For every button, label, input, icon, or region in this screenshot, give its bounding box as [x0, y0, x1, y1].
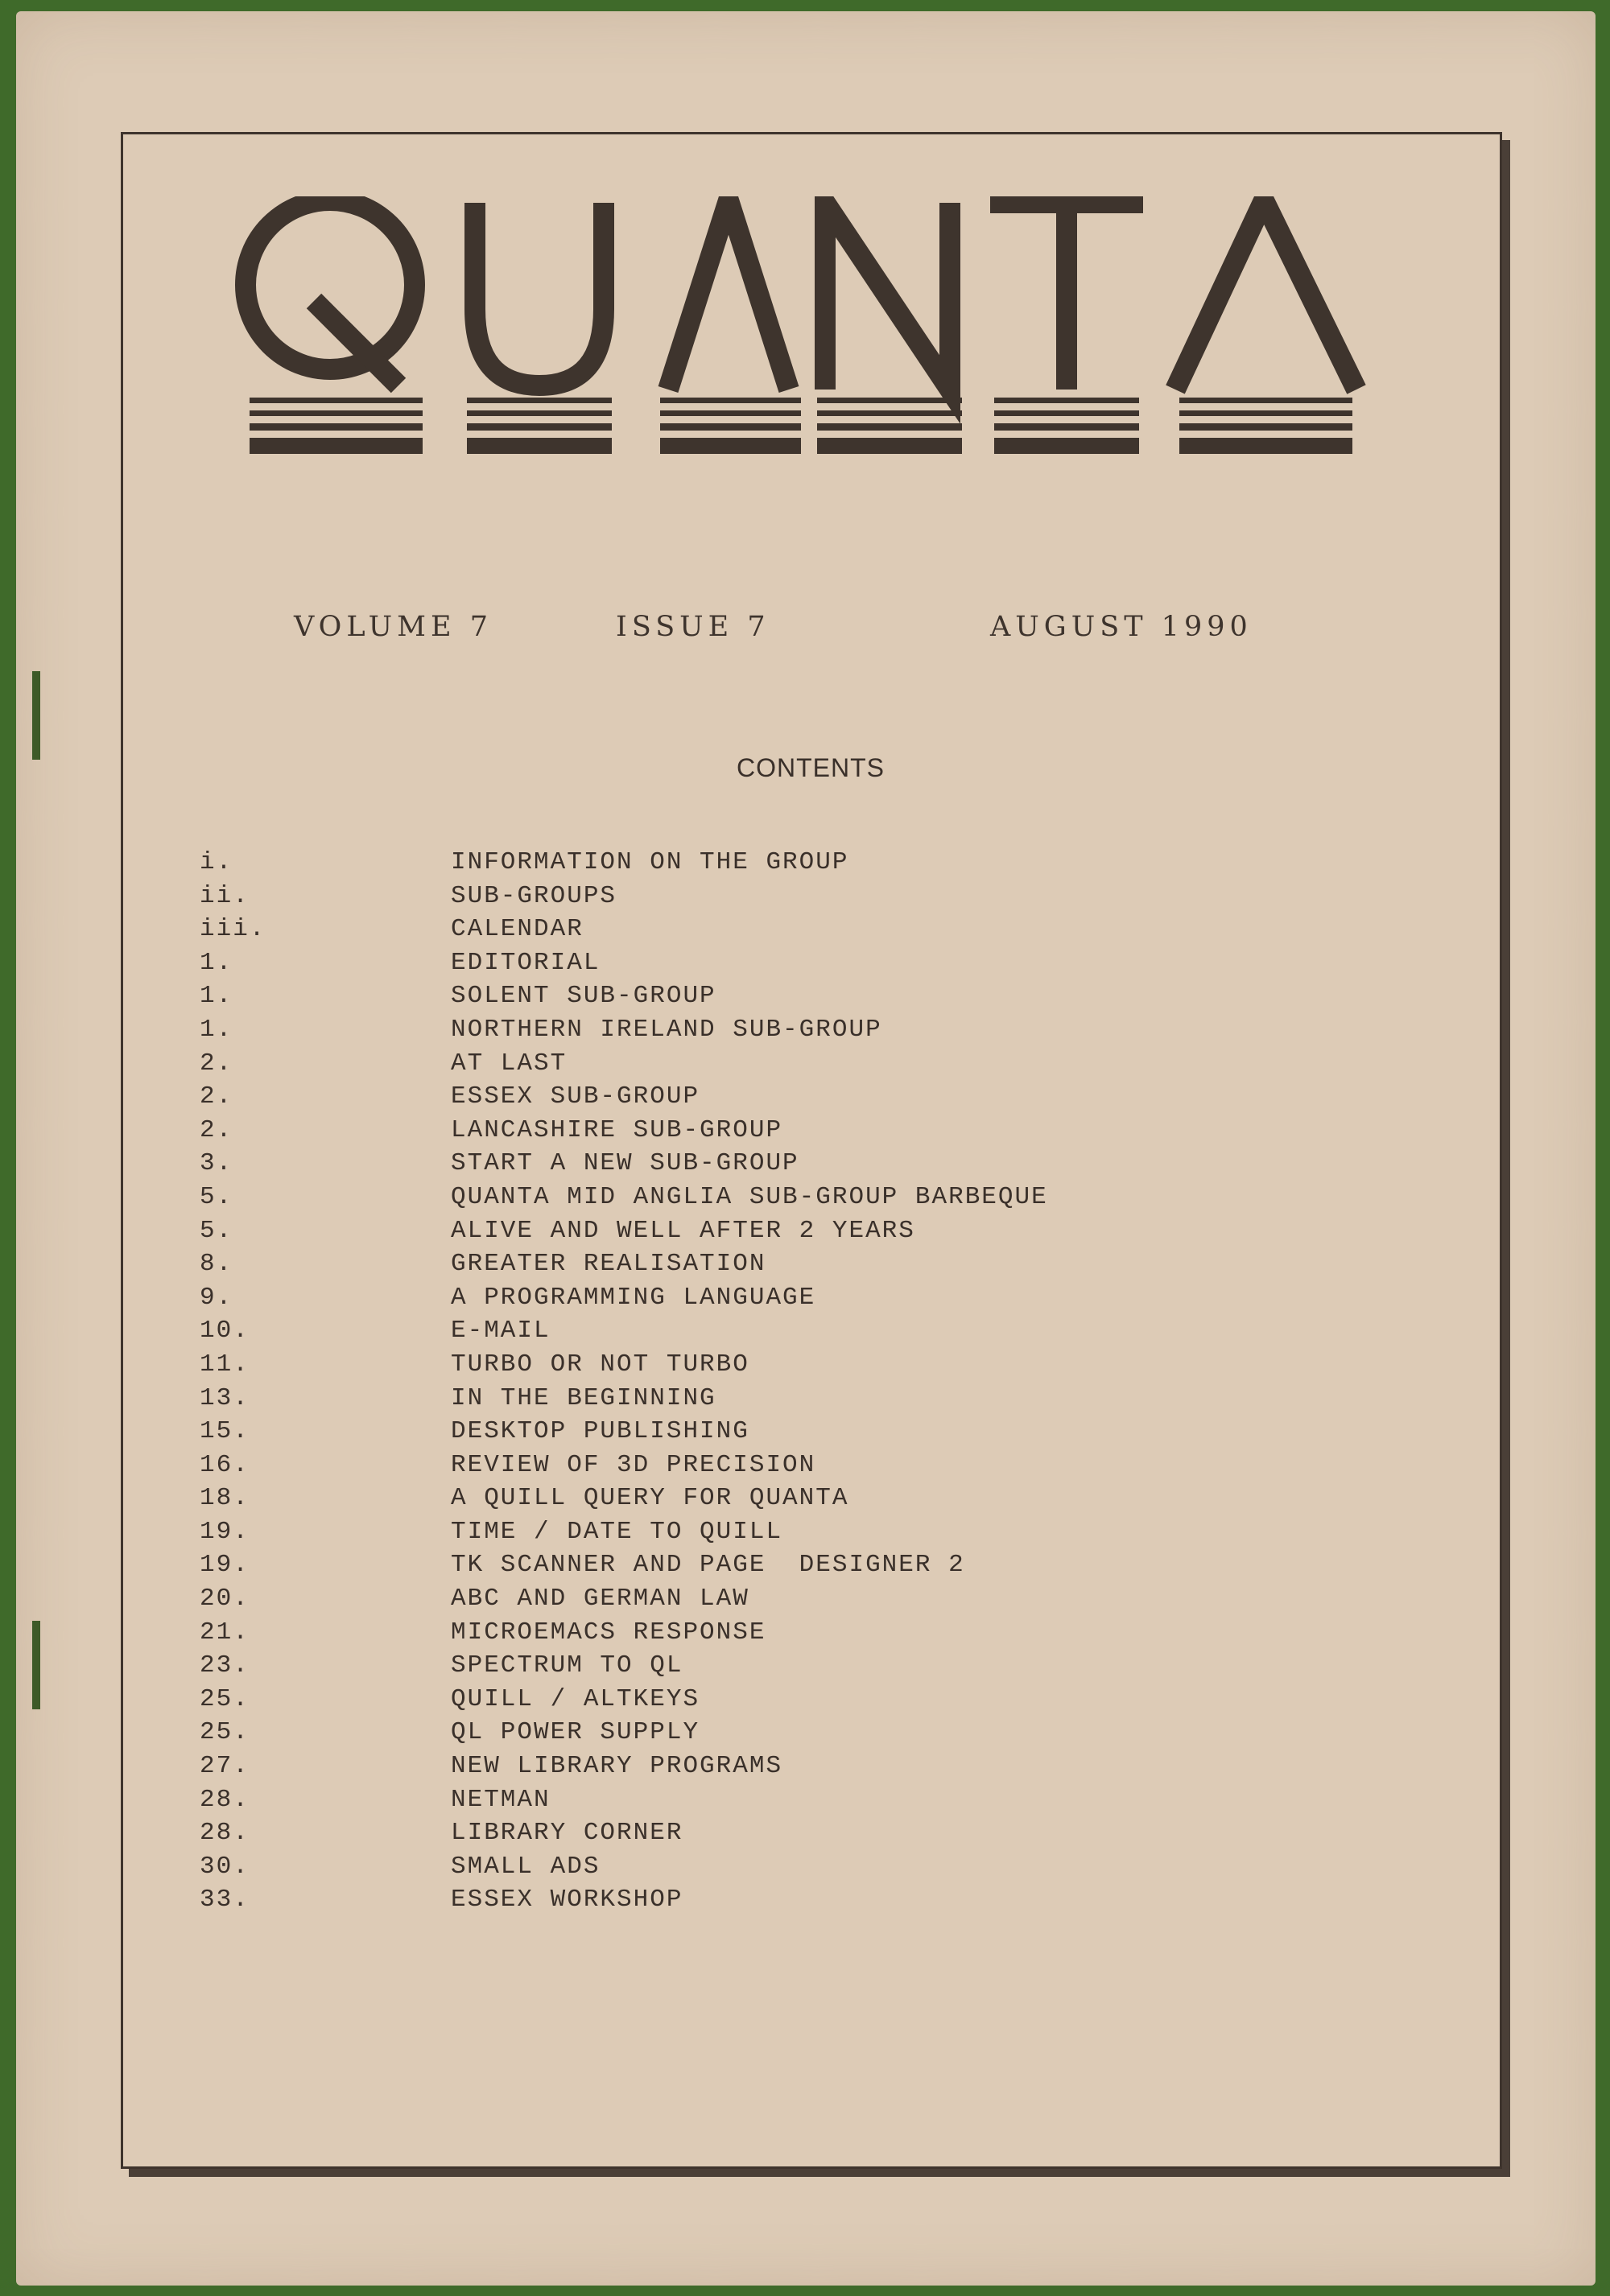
staple-mark [32, 671, 40, 760]
contents-page-number: 25. [200, 1684, 250, 1713]
contents-page-number: 8. [200, 1250, 233, 1279]
contents-heading: CONTENTS [737, 753, 885, 782]
contents-page-number: 18. [200, 1484, 250, 1513]
contents-entry-title: LANCASHIRE SUB-GROUP [451, 1115, 783, 1144]
contents-entry [193, 1284, 1401, 1317]
contents-list [193, 848, 1401, 1919]
contents-entry-title: ESSEX WORKSHOP [451, 1886, 683, 1915]
contents-entry [193, 1417, 1401, 1451]
contents-page-number: 28. [200, 1785, 250, 1814]
contents-page-number: 11. [200, 1350, 250, 1379]
contents-entry-title: NEW LIBRARY PROGRAMS [451, 1752, 783, 1781]
contents-page-number: 20. [200, 1585, 250, 1614]
issue-date: AUGUST 1990 [990, 611, 1253, 643]
contents-page-number: 30. [200, 1852, 250, 1881]
contents-page-number: 2. [200, 1115, 233, 1144]
contents-entry [193, 1685, 1401, 1719]
masthead-logo [233, 196, 1377, 486]
contents-entry [193, 1217, 1401, 1251]
contents-page-number: iii. [200, 915, 266, 944]
volume-label: VOLUME 7 [294, 611, 493, 643]
contents-entry-title: LIBRARY CORNER [451, 1819, 683, 1848]
contents-page-number: 13. [200, 1383, 250, 1412]
contents-entry [193, 949, 1401, 983]
contents-entry [193, 1786, 1401, 1820]
staple-mark [32, 1621, 40, 1709]
contents-entry-title: EDITORIAL [451, 948, 601, 977]
contents-entry-title: A PROGRAMMING LANGUAGE [451, 1283, 816, 1312]
contents-entry-title: TIME / DATE TO QUILL [451, 1517, 783, 1546]
contents-page-number: 19. [200, 1517, 250, 1546]
contents-page-number: 9. [200, 1283, 233, 1312]
contents-entry [193, 1183, 1401, 1217]
contents-entry-title: NORTHERN IRELAND SUB-GROUP [451, 1015, 882, 1044]
contents-page-number: 23. [200, 1651, 250, 1680]
contents-entry [193, 1819, 1401, 1853]
contents-page-number: 3. [200, 1149, 233, 1178]
contents-entry-title: SOLENT SUB-GROUP [451, 982, 716, 1011]
contents-entry [193, 1853, 1401, 1886]
contents-entry [193, 1518, 1401, 1552]
contents-entry [193, 1618, 1401, 1652]
contents-entry-title: E-MAIL [451, 1317, 551, 1346]
contents-entry [193, 915, 1401, 949]
contents-entry-title: ALIVE AND WELL AFTER 2 YEARS [451, 1216, 915, 1245]
contents-entry [193, 1886, 1401, 1919]
contents-page-number: 25. [200, 1718, 250, 1747]
contents-entry [193, 1016, 1401, 1049]
contents-entry-title: TK SCANNER AND PAGE DESIGNER 2 [451, 1551, 965, 1580]
masthead-title: QUANTA [233, 196, 237, 197]
contents-page-number: 28. [200, 1819, 250, 1848]
contents-page-number: 15. [200, 1417, 250, 1446]
contents-page-number: 1. [200, 948, 233, 977]
contents-entry [193, 1350, 1401, 1384]
contents-page-number: 1. [200, 1015, 233, 1044]
contents-entry-title: SMALL ADS [451, 1852, 601, 1881]
contents-entry-title: START A NEW SUB-GROUP [451, 1149, 799, 1178]
issue-line [294, 611, 1405, 651]
contents-page-number: 21. [200, 1618, 250, 1647]
contents-entry-title: ABC AND GERMAN LAW [451, 1585, 749, 1614]
contents-page-number: 2. [200, 1082, 233, 1111]
contents-page-number: 27. [200, 1752, 250, 1781]
contents-entry [193, 1484, 1401, 1518]
contents-page-number: 1. [200, 982, 233, 1011]
contents-entry [193, 1752, 1401, 1786]
contents-entry [193, 1585, 1401, 1618]
contents-entry [193, 982, 1401, 1016]
contents-entry-title: SUB-GROUPS [451, 881, 617, 910]
contents-entry [193, 1551, 1401, 1585]
contents-entry [193, 1451, 1401, 1485]
contents-entry-title: REVIEW OF 3D PRECISION [451, 1450, 816, 1479]
contents-entry [193, 1384, 1401, 1418]
contents-entry [193, 1116, 1401, 1150]
contents-page-number: 19. [200, 1551, 250, 1580]
contents-entry [193, 1250, 1401, 1284]
contents-entry-title: MICROEMACS RESPONSE [451, 1618, 766, 1647]
contents-page-number: ii. [200, 881, 250, 910]
contents-entry-title: QL POWER SUPPLY [451, 1718, 700, 1747]
contents-entry-title: AT LAST [451, 1049, 568, 1078]
contents-page-number: i. [200, 848, 233, 876]
contents-entry [193, 1651, 1401, 1685]
contents-page-number: 5. [200, 1182, 233, 1211]
contents-entry [193, 1317, 1401, 1350]
contents-page-number: 16. [200, 1450, 250, 1479]
contents-entry-title: INFORMATION ON THE GROUP [451, 848, 849, 876]
contents-entry-title: QUANTA MID ANGLIA SUB-GROUP BARBEQUE [451, 1182, 1048, 1211]
contents-entry [193, 882, 1401, 916]
contents-page-number: 5. [200, 1216, 233, 1245]
contents-page-number: 2. [200, 1049, 233, 1078]
contents-page-number: 10. [200, 1317, 250, 1346]
contents-entry-title: CALENDAR [451, 915, 584, 944]
contents-entry-title: GREATER REALISATION [451, 1250, 766, 1279]
contents-entry-title: TURBO OR NOT TURBO [451, 1350, 749, 1379]
contents-entry-title: DESKTOP PUBLISHING [451, 1417, 749, 1446]
contents-page-number: 33. [200, 1886, 250, 1915]
contents-entry-title: ESSEX SUB-GROUP [451, 1082, 700, 1111]
contents-entry [193, 1049, 1401, 1083]
issue-label: ISSUE 7 [616, 611, 770, 643]
contents-entry [193, 1718, 1401, 1752]
contents-entry [193, 848, 1401, 882]
magazine-cover [16, 11, 1596, 2286]
contents-entry [193, 1149, 1401, 1183]
contents-entry-title: A QUILL QUERY FOR QUANTA [451, 1484, 849, 1513]
contents-entry-title: QUILL / ALTKEYS [451, 1684, 700, 1713]
contents-entry-title: IN THE BEGINNING [451, 1383, 716, 1412]
contents-entry [193, 1082, 1401, 1116]
contents-entry-title: SPECTRUM TO QL [451, 1651, 683, 1680]
contents-entry-title: NETMAN [451, 1785, 551, 1814]
